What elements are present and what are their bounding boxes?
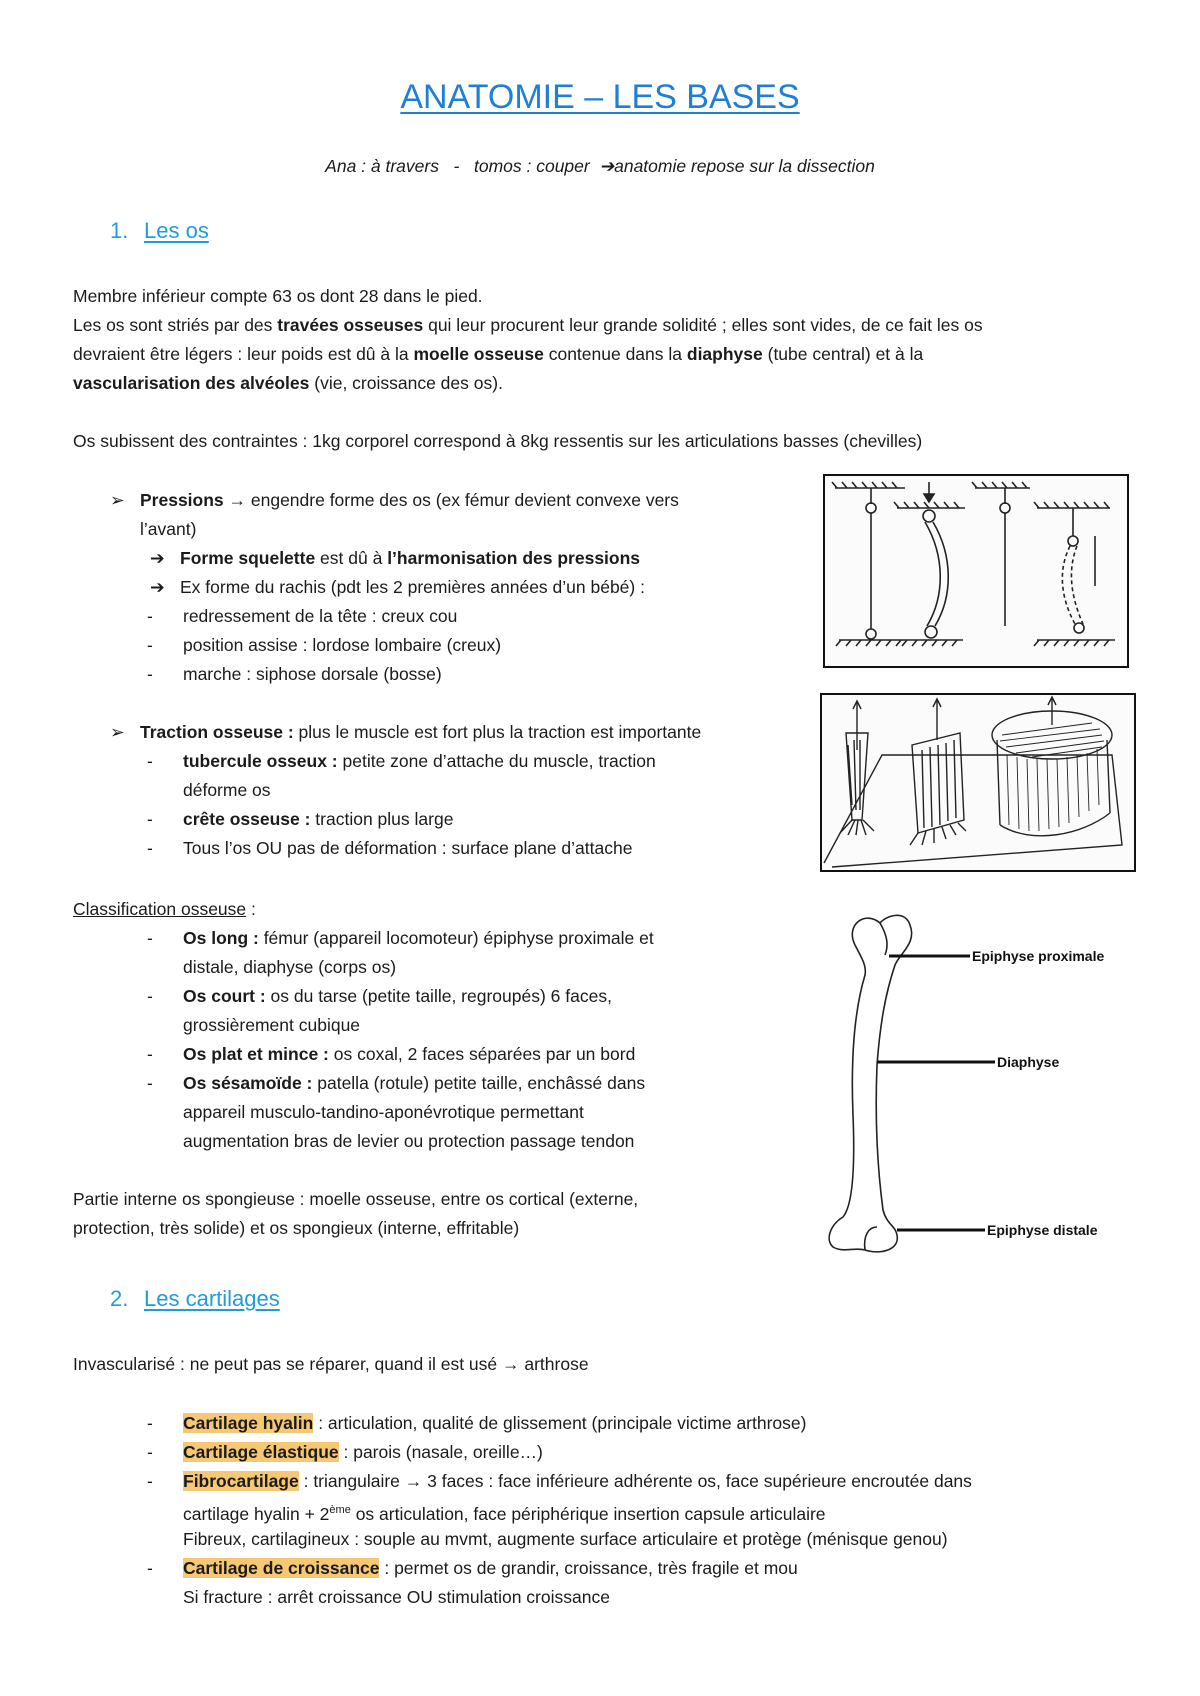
femur-label-distal: Epiphyse distale xyxy=(987,1222,1098,1238)
list-item: - Os plat et mince : os coxal, 2 faces séparées par un bord xyxy=(147,1044,636,1064)
section-number: 2. xyxy=(110,1286,129,1311)
paragraph: vascularisation des alvéoles (vie, croissance des os). xyxy=(73,373,503,393)
list-item: - Tous l’os OU pas de déformation : surface plane d’attache xyxy=(147,838,633,858)
bullet-pressions: ➢ Pressions → engendre forme des os (ex fémur devient convexe vers xyxy=(110,490,679,510)
list-item: - Os long : fémur (appareil locomoteur) épiphyse proximale et xyxy=(147,928,654,948)
paragraph: Os subissent des contraintes : 1kg corporel correspond à 8kg ressentis sur les articulations basses (chevilles) xyxy=(73,431,923,451)
section-heading-cartilages xyxy=(110,1286,280,1312)
list-item: - marche : siphose dorsale (bosse) xyxy=(147,664,442,684)
list-item: - Os sésamoïde : patella (rotule) petite taille, enchâssé dans xyxy=(147,1073,646,1093)
page-subtitle: Ana : à travers - tomos : couper ➔anatomie repose sur la dissection xyxy=(325,156,875,176)
paragraph: Invascularisé : ne peut pas se réparer, quand il est usé → arthrose xyxy=(73,1354,589,1374)
list-item: - crête osseuse : traction plus large xyxy=(147,809,454,829)
traction-diagram-image xyxy=(820,693,1136,872)
list-item-continuation: distale, diaphyse (corps os) xyxy=(183,957,397,977)
list-item: - Cartilage de croissance : permet os de grandir, croissance, très fragile et mou xyxy=(147,1558,798,1578)
bullet-continuation: l’avant) xyxy=(140,519,197,539)
list-item: - redressement de la tête : creux cou xyxy=(147,606,458,626)
femur-label-proximal: Epiphyse proximale xyxy=(972,948,1105,964)
pressure-diagram-image xyxy=(823,474,1129,668)
bullet-traction: ➢ Traction osseuse : plus le muscle est fort plus la traction est importante xyxy=(110,722,702,742)
classification-heading: Classification osseuse : xyxy=(73,899,256,919)
list-item: - Fibrocartilage : triangulaire → 3 faces : face inférieure adhérente os, face supérieure encroutée dans xyxy=(147,1471,972,1491)
page-title: ANATOMIE – LES BASES xyxy=(400,78,800,116)
sub-bullet: ➔ Ex forme du rachis (pdt les 2 premières années d’un bébé) : xyxy=(150,577,645,597)
list-item-continuation: augmentation bras de levier ou protection passage tendon xyxy=(183,1131,635,1151)
list-item: - Cartilage élastique : parois (nasale, oreille…) xyxy=(147,1442,543,1462)
list-item-continuation: déforme os xyxy=(183,780,271,800)
list-item-continuation: Si fracture : arrêt croissance OU stimulation croissance xyxy=(183,1587,610,1607)
list-item-continuation: grossièrement cubique xyxy=(183,1015,361,1035)
femur-label-diaphyse: Diaphyse xyxy=(997,1054,1060,1070)
arrow-icon: ➔ xyxy=(150,577,165,597)
list-item-continuation: Fibreux, cartilagineux : souple au mvmt, augmente surface articulaire et protège (ménisque genou) xyxy=(183,1529,948,1549)
arrow-icon: ➔ xyxy=(150,548,165,568)
femur-diagram xyxy=(825,905,1155,1265)
section-number: 1. xyxy=(110,218,129,243)
paragraph: Membre inférieur compte 63 os dont 28 dans le pied. xyxy=(73,286,483,306)
paragraph: protection, très solide) et os spongieux (interne, effritable) xyxy=(73,1218,520,1238)
list-item-continuation: appareil musculo-tandino-aponévrotique permettant xyxy=(183,1102,584,1122)
sub-bullet: ➔ Forme squelette est dû à l’harmonisation des pressions xyxy=(150,548,641,568)
list-item: - Os court : os du tarse (petite taille, regroupés) 6 faces, xyxy=(147,986,612,1006)
paragraph: Les os sont striés par des travées osseuses qui leur procurent leur grande solidité ; elles sont vides, de ce fait les os xyxy=(73,315,983,335)
arrowhead-bullet-icon: ➢ xyxy=(110,490,125,510)
section-heading-os xyxy=(110,218,209,244)
list-item: - Cartilage hyalin : articulation, qualité de glissement (principale victime arthrose) xyxy=(147,1413,807,1433)
section-title: Les cartilages xyxy=(144,1286,280,1311)
list-item: - tubercule osseux : petite zone d’attache du muscle, traction xyxy=(147,751,656,771)
paragraph: devraient être légers : leur poids est dû à la moelle osseuse contenue dans la diaphyse (tube central) et à la xyxy=(73,344,924,364)
list-item: - position assise : lordose lombaire (creux) xyxy=(147,635,502,655)
list-item-continuation: cartilage hyalin + 2ème os articulation, face périphérique insertion capsule articulaire xyxy=(183,1503,826,1524)
section-title: Les os xyxy=(144,218,209,243)
arrowhead-bullet-icon: ➢ xyxy=(110,722,125,742)
paragraph: Partie interne os spongieuse : moelle osseuse, entre os cortical (externe, xyxy=(73,1189,639,1209)
